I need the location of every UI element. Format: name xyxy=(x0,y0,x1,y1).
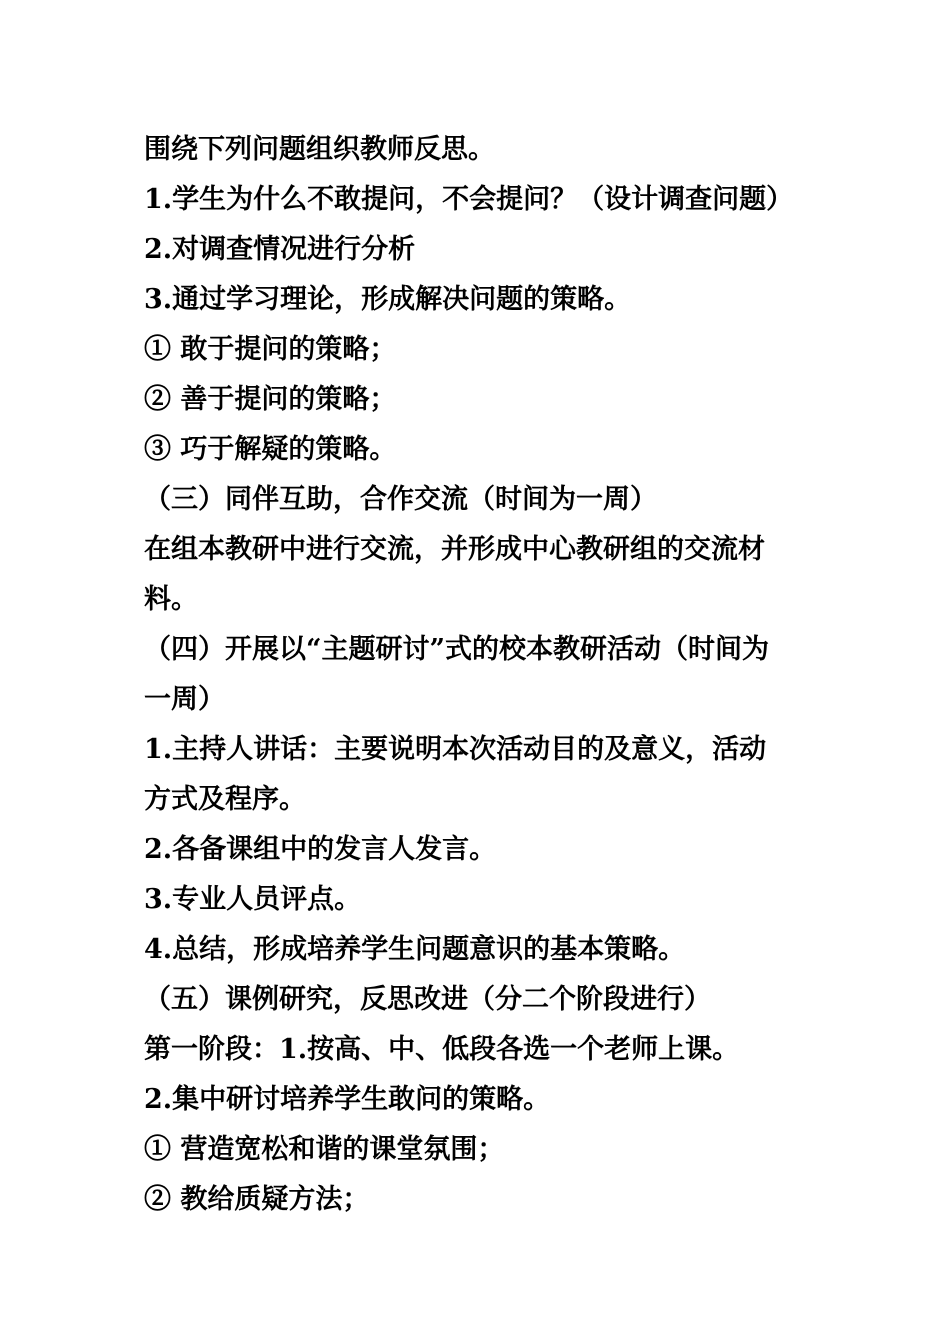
paragraph-line: ① 营造宽松和谐的课堂氛围； xyxy=(144,1134,505,1165)
section-heading: 一周） xyxy=(144,684,225,715)
paragraph-line: 3.专业人员评点。 xyxy=(144,884,362,915)
paragraph-line: 2.对调查情况进行分析 xyxy=(144,234,416,265)
paragraph-line: ③ 巧于解疑的策略。 xyxy=(144,434,397,465)
paragraph-line: 在组本教研中进行交流，并形成中心教研组的交流材 xyxy=(144,534,765,565)
paragraph-line: 3.通过学习理论，形成解决问题的策略。 xyxy=(144,284,632,315)
paragraph-line: 围绕下列问题组织教师反思。 xyxy=(144,134,495,165)
paragraph-line: ① 敢于提问的策略； xyxy=(144,334,397,365)
document-body xyxy=(144,125,824,1225)
section-heading: （三）同伴互助，合作交流（时间为一周） xyxy=(144,484,657,515)
paragraph-line: 第一阶段：1.按高、中、低段各选一个老师上课。 xyxy=(144,1034,740,1065)
paragraph-line: 4.总结，形成培养学生问题意识的基本策略。 xyxy=(144,934,686,965)
section-heading: （四）开展以“主题研讨”式的校本教研活动（时间为 xyxy=(144,634,770,665)
paragraph-line: 1.主持人讲话：主要说明本次活动目的及意义，活动 xyxy=(144,734,767,765)
paragraph-line: 2.各备课组中的发言人发言。 xyxy=(144,834,497,865)
section-heading: （五）课例研究，反思改进（分二个阶段进行） xyxy=(144,984,711,1015)
paragraph-line: 2.集中研讨培养学生敢问的策略。 xyxy=(144,1084,551,1115)
paragraph-line: 料。 xyxy=(144,584,198,615)
paragraph-line: ② 教给质疑方法； xyxy=(144,1184,370,1215)
paragraph-line: 方式及程序。 xyxy=(144,784,306,815)
paragraph-line: ② 善于提问的策略； xyxy=(144,384,397,415)
paragraph-line: 1.学生为什么不敢提问，不会提问？（设计调查问题） xyxy=(144,184,794,215)
